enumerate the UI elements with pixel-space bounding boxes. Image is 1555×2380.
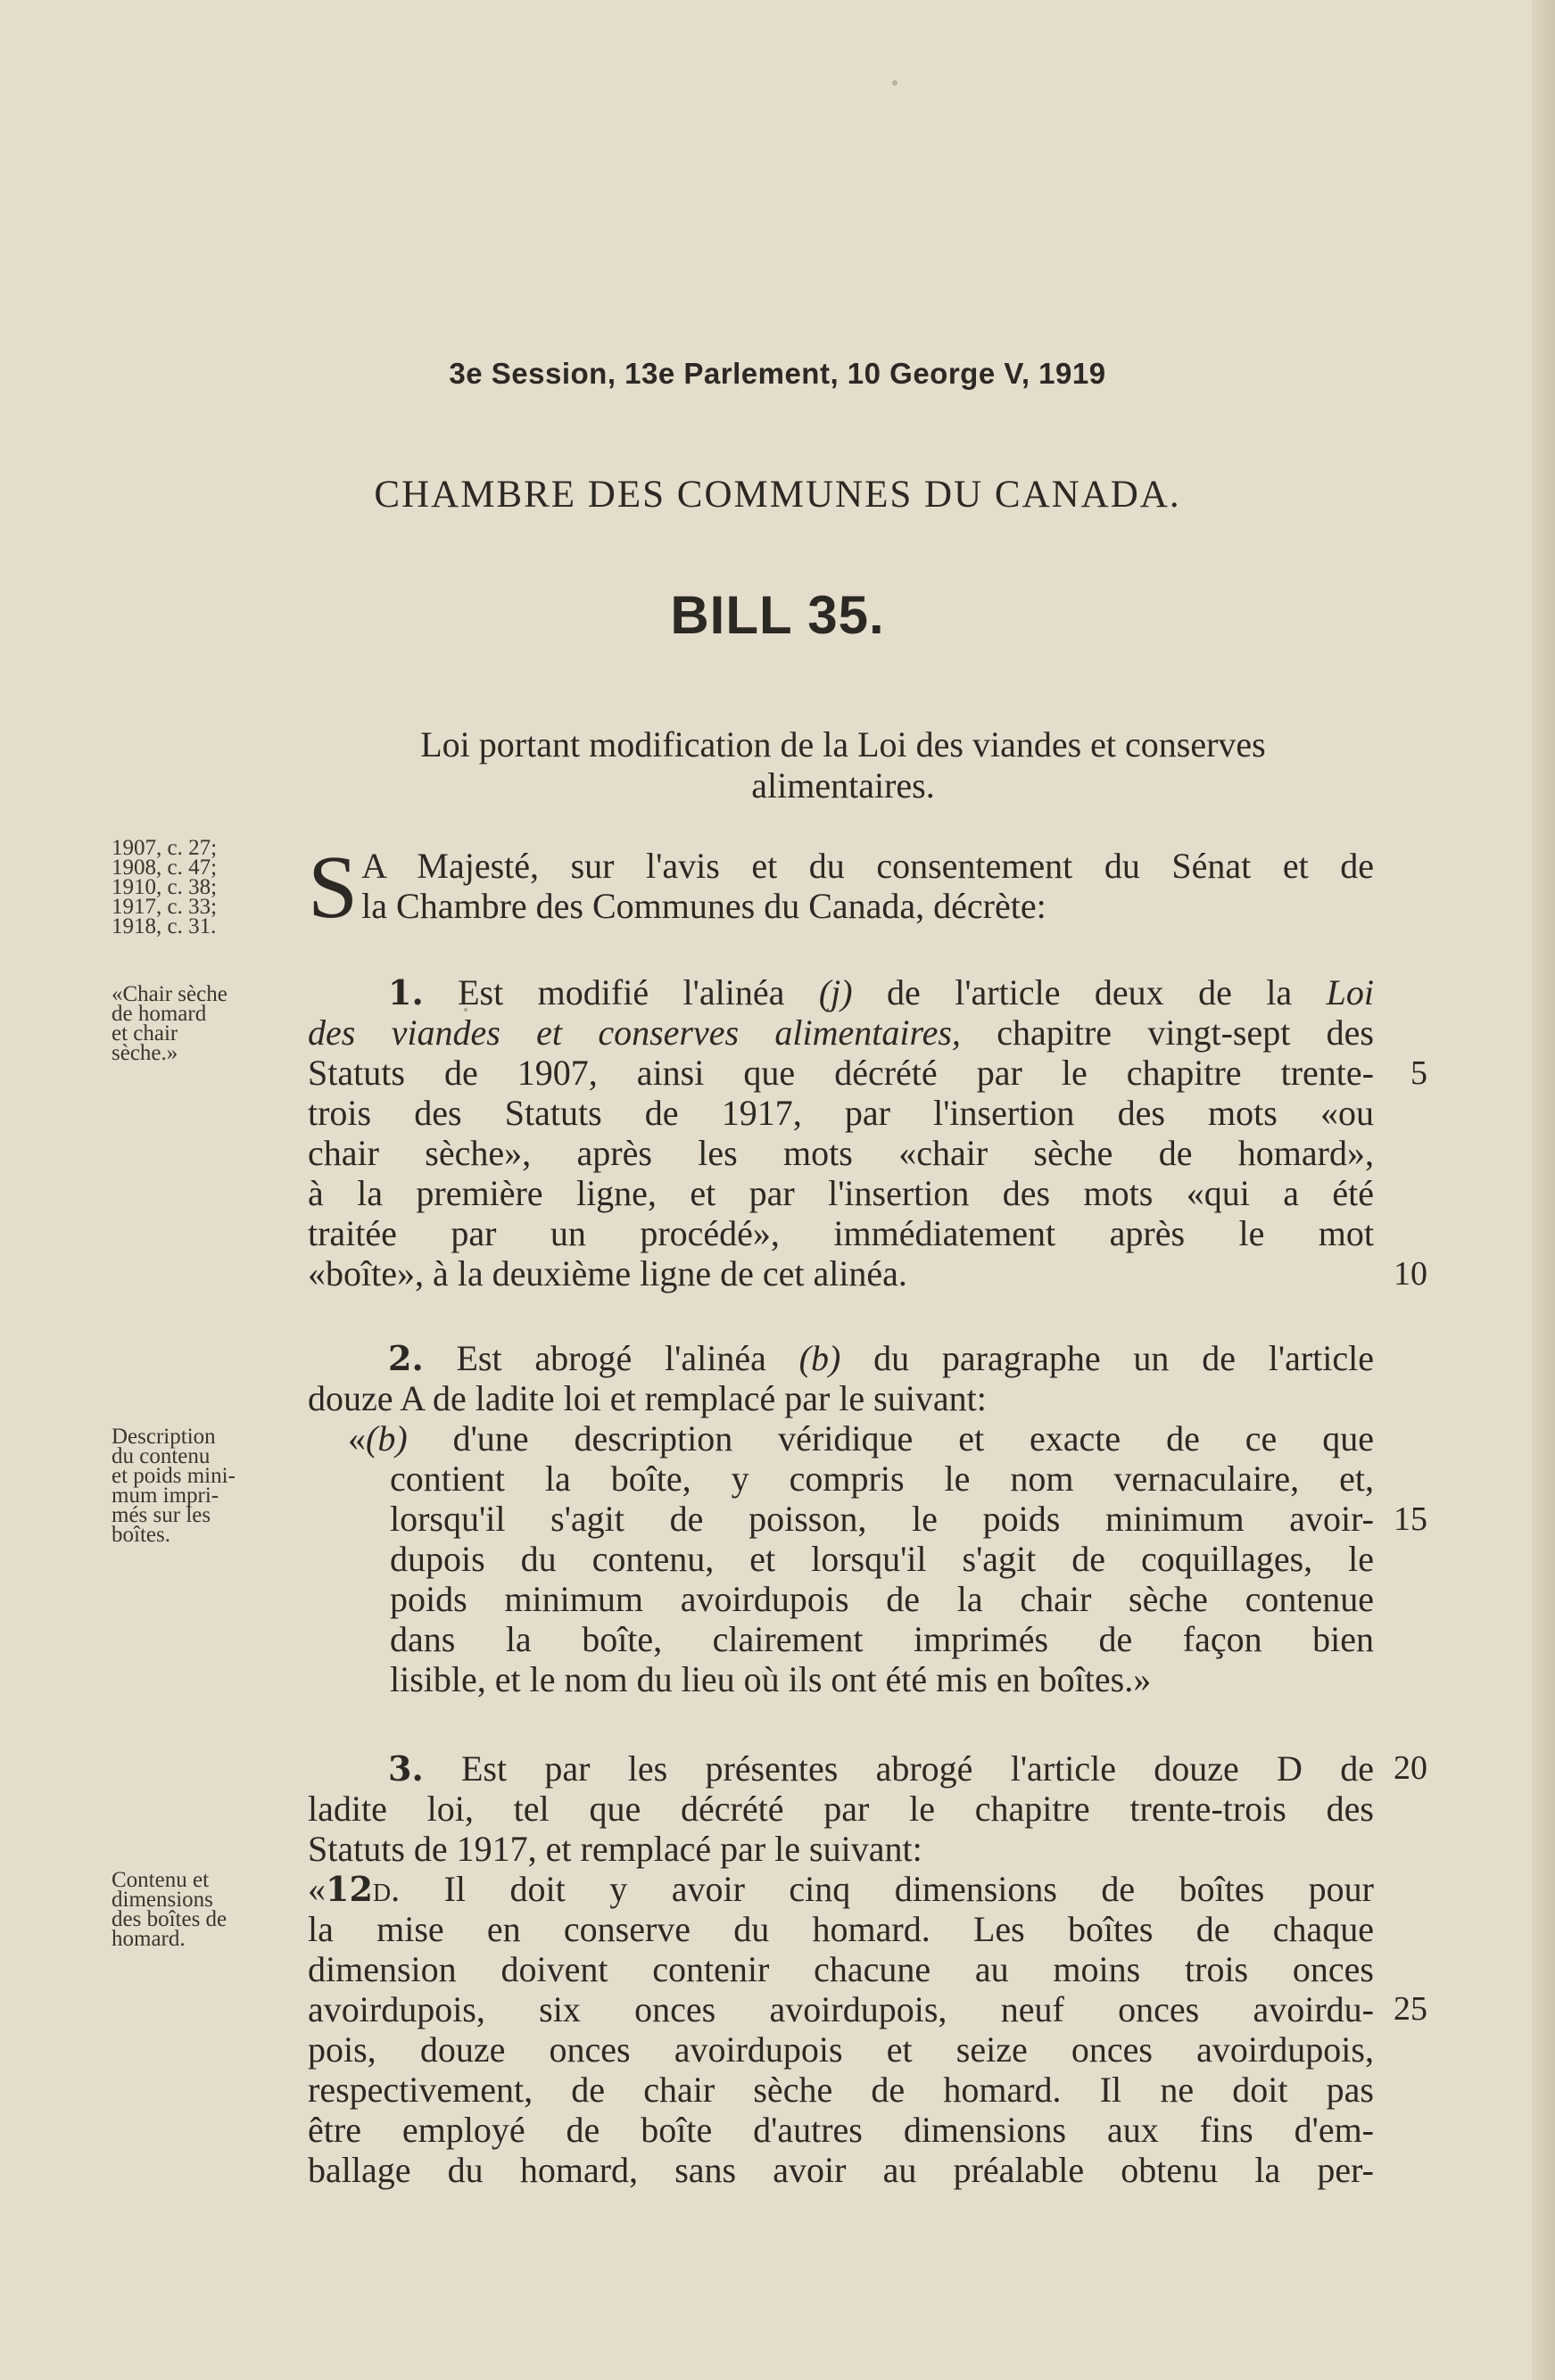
section-line: chair sèche», après les mots «chair sèche de homard», [308, 1133, 1374, 1173]
text-run: . Il doit y avoir cinq dimensions de boîtes pour [391, 1869, 1374, 1909]
text-run: de l'article deux de la [852, 972, 1327, 1012]
preamble-line: A Majesté, sur l'avis et du consentement du Sénat et de [361, 846, 1374, 886]
session-line: 3e Session, 13e Parlement, 10 George V, 1919 [449, 357, 1106, 390]
section-line: contient la boîte, y compris le nom vernaculaire, et, [390, 1459, 1374, 1499]
margin-line: mum impri- [112, 1483, 219, 1508]
bill-title-line: Loi portant modification de la Loi des viandes et conserves [420, 724, 1266, 764]
drop-cap: S [308, 837, 359, 937]
text-run: « [348, 1418, 366, 1459]
line-number: 15 [1394, 1500, 1427, 1538]
margin-line: 1917, c. 33; [112, 895, 218, 919]
margin-note-statutes [112, 836, 317, 938]
line-number: 10 [1394, 1255, 1427, 1293]
margin-line: et chair [112, 1021, 178, 1045]
section-line: dimension doivent contenir chacune au moins trois onces [308, 1949, 1374, 1989]
section-line [308, 1869, 1374, 1909]
text-run: D [372, 1880, 392, 1907]
section-line [308, 1748, 1374, 1789]
section-line: «boîte», à la deuxième ligne de cet alinéa. [308, 1253, 907, 1293]
margin-line: Contenu et [112, 1868, 210, 1892]
section-line: trois des Statuts de 1917, par l'insertion des mots «ou [308, 1093, 1374, 1133]
section-line: être employé de boîte d'autres dimensions aux fins d'em- [308, 2110, 1374, 2150]
section-line [308, 1012, 1374, 1053]
text-run: Est par les présentes abrogé l'article douze D de [460, 1748, 1374, 1789]
paper-speck [892, 80, 897, 86]
section-line: lisible, et le nom du lieu où ils ont été mis en boîtes.» [390, 1659, 1152, 1699]
section-3 [308, 1748, 1374, 2190]
section-line: la mise en conserve du homard. Les boîtes de chaque [308, 1909, 1374, 1949]
margin-note-contenu [112, 1868, 317, 1951]
margin-note-chair [112, 982, 317, 1065]
section-subnumber: 12 [326, 1869, 373, 1909]
section-line: ladite loi, tel que décrété par le chapitre trente-trois des [308, 1789, 1374, 1829]
section-line: Statuts de 1917, et remplacé par le suivant: [308, 1829, 922, 1869]
section-line [308, 1338, 1374, 1378]
section-line: à la première ligne, et par l'insertion des mots «qui a été [308, 1173, 1374, 1213]
section-line: Statuts de 1907, ainsi que décrété par le chapitre trente- [308, 1053, 1374, 1093]
margin-line: sèche.» [112, 1041, 178, 1065]
section-number: 2. [388, 1338, 424, 1378]
preamble [308, 837, 1374, 937]
section-number: 3. [388, 1748, 424, 1789]
margin-line: du contenu [112, 1444, 211, 1468]
margin-line: 1908, c. 47; [112, 855, 218, 880]
section-line: pois, douze onces avoirdupois et seize onces avoirdupois, [308, 2029, 1374, 2070]
text-run: (b) [366, 1418, 408, 1459]
section-line: respectivement, de chair sèche de homard. Il ne doit pas [308, 2070, 1374, 2110]
section-line: dupois du contenu, et lorsqu'il s'agit de coquillages, le [390, 1539, 1374, 1579]
text-run: (b) [798, 1338, 841, 1378]
margin-line: més sur les [112, 1503, 211, 1527]
text-run: Loi [1326, 972, 1374, 1012]
margin-line: boîtes. [112, 1523, 170, 1547]
text-run: Est abrogé l'alinéa [456, 1338, 799, 1378]
section-line: lorsqu'il s'agit de poisson, le poids minimum avoir- [390, 1499, 1374, 1539]
section-line [308, 1418, 1374, 1459]
margin-line: 1918, c. 31. [112, 914, 217, 938]
margin-line: de homard [112, 1002, 207, 1026]
section-1 [308, 972, 1374, 1293]
section-line: traitée par un procédé», immédiatement après le mot [308, 1213, 1374, 1253]
bill-number: BILL 35. [670, 585, 885, 645]
section-2 [308, 1338, 1374, 1699]
bill-title [308, 724, 1378, 806]
section-line: dans la boîte, clairement imprimés de façon bien [390, 1619, 1374, 1659]
section-line [308, 972, 1374, 1012]
margin-line: et poids mini- [112, 1464, 236, 1488]
line-number: 20 [1394, 1749, 1427, 1787]
chamber-heading: CHAMBRE DES COMMUNES DU CANADA. [374, 474, 1181, 516]
margin-line: dimensions [112, 1888, 213, 1912]
section-line: avoirdupois, six onces avoirdupois, neuf onces avoirdu- [308, 1989, 1374, 2029]
text-run: du paragraphe un de l'article [840, 1338, 1375, 1378]
text-run: « [308, 1869, 326, 1909]
section-line: douze A de ladite loi et remplacé par le suivant: [308, 1378, 987, 1418]
line-number: 5 [1410, 1054, 1427, 1092]
section-number: 1. [388, 972, 424, 1012]
line-number: 25 [1394, 1990, 1427, 2028]
margin-line: 1907, c. 27; [112, 836, 218, 860]
text-run: d'une description véridique et exacte de ce que [407, 1418, 1374, 1459]
text-run: (j) [818, 972, 853, 1012]
margin-line: 1910, c. 38; [112, 875, 218, 899]
margin-line: des boîtes de [112, 1907, 227, 1931]
section-line: poids minimum avoirdupois de la chair sèche contenue [390, 1579, 1374, 1619]
margin-line: Description [112, 1425, 216, 1449]
margin-note-description [112, 1427, 317, 1545]
margin-line: «Chair sèche [112, 982, 227, 1006]
text-run: des viandes et conserves alimentaires, [308, 1012, 961, 1053]
text-run: Est modifié l'alinéa [458, 972, 819, 1012]
margin-line: homard. [112, 1927, 186, 1951]
section-line: ballage du homard, sans avoir au préalable obtenu la per- [308, 2150, 1374, 2190]
bill-title-line: alimentaires. [751, 765, 935, 806]
text-run: chapitre vingt-sept des [960, 1012, 1374, 1053]
preamble-line: la Chambre des Communes du Canada, décrète: [361, 886, 1046, 926]
